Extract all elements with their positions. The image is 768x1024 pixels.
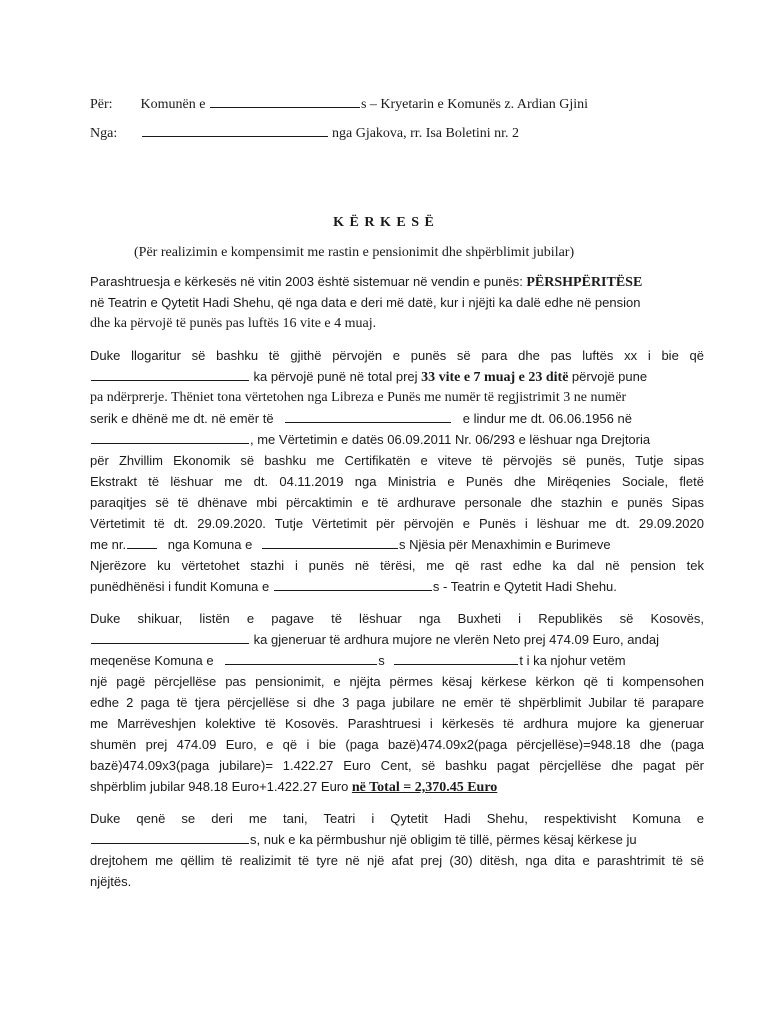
blank-field: [91, 431, 249, 444]
blank-field: [225, 652, 377, 665]
document-subtitle: (Për realizimin e kompensimit me rastin e pensionimit dhe shpërblimit jubilar): [134, 245, 575, 260]
sender-label: Nga:: [90, 126, 118, 141]
document-page: Për: Komunën e s – Kryetarin e Komunës z. Ardian Gjini Nga: nga Gjakova, rr. Isa Boletini nr. 2 K Ë R K E S Ë (Për realizimin e kompensimit me rastin e pensionimit dhe shpërblimit jubilar) Parashtruesja e kërkesës në vitin 2003 është sistemuar në vendin e punës: PËRSHPËRITËSE në Teatrin e Qytetit Hadi Shehu, që nga data e deri më datë, kur i njëjti ka dalë edhe në pension dhe ka përvojë të punës pas luftës 16 vite e 4 muaj. Duke llogaritur së bashku të gjithë përvojën e punës së para dhe pas luftës xx i bie që ka përvojë punë në total prej 33 vite e 7 muaj e 23 ditë përvojë pune pa ndërprerje. Thëniet tona vërtetohen nga Libreza e Punës me numër të regjistrimit 3 ne numër serik e dhënë me dt. në emër të e lindur me dt. 06.06.1956 në , me Vërtetimin e datës 06.09.2011 Nr. 06/293 e lëshuar nga Drejtoria për Zhvillim Ekonomik së bashku me Certifikatën e viteve të përvojës së punës, Tutje sipas Ekstrakt të lëshuar me dt. 04.11.2019 nga Ministria e Punës dhe Mirëqenies Sociale, fletë paraqitjes së të dhënave mbi përcaktimin e të ardhurave personale dhe stazhin e punës Sipas Vërtetimit të dt. 29.09.2020. Tutje Vërtetimit për përvojën e Punës i lëshuar me dt. 29.09.2020 me nr. nga Komuna e s Njësia për Menaxhimin e Burimeve Njerëzore ku vërtetohet stazhi i punës në tërësi, me që rast edhe ka dal në pension tek punëdhënësi i fundit Komuna e s - Teatrin e Qytetit Hadi Shehu. Duke shikuar, listën e pagave të lëshuar nga Buxheti i Republikës së Kosovës, ka gjeneruar të ardhura mujore ne vlerën Neto prej 474.09 Euro, andaj meqenëse Komuna e s t i ka njohur vetëm një pagë përcjellëse pas pensionimit, e njëjta përmes kësaj kërkese kërkon që ti kompensohen edhe 2 paga të tjera përcjellëse si dhe 3 paga jubilare ne emër të shpërblimit Jubilar të parapare me Marrëveshjen kolektive të Kosovës. Parashtruesi i kërkesës të ardhura mujore ka gjeneruar shumën prej 474.09 Euro, e që i bie (paga bazë)474.09x2(paga përcjellëse)=948.18 dhe (paga bazë)474.09x3(paga jubilare)= 1.422.27 Euro Cent, së bashku pagat përcjellëse dhe pagat për shpërblim jubilar 948.18 Euro+1.422.27 Euro në Total = 2,370.45 Euro Duke qenë se deri me tani, Teatri i Qytetit Hadi Shehu, respektivisht Komuna e s, nuk e ka përmbushur një obligim të tillë, përmes kësaj kërkese ju drejtohem me qëllim të realizimit të tyre në një afat prej (30) ditësh, nga dita e parashtrimit të së njëjtës.: [0, 0, 768, 1024]
total-amount: në Total = 2,370.45 Euro: [351, 780, 498, 795]
blank-field: [127, 536, 157, 549]
blank-field: [285, 410, 451, 423]
recipient-label: Për:: [90, 97, 113, 112]
blank-field: [142, 124, 328, 137]
blank-field: [91, 631, 249, 644]
blank-field: [274, 578, 432, 591]
blank-field: [394, 652, 518, 665]
blank-field: [91, 831, 249, 844]
recipient-line: Për: Komunën e s – Kryetarin e Komunës z. Ardian Gjini: [90, 97, 588, 112]
sender-line: Nga: nga Gjakova, rr. Isa Boletini nr. 2: [90, 126, 520, 141]
document-title: K Ë R K E S Ë: [333, 215, 435, 230]
blank-field: [262, 536, 398, 549]
blank-field: [210, 95, 360, 108]
blank-field: [91, 368, 249, 381]
